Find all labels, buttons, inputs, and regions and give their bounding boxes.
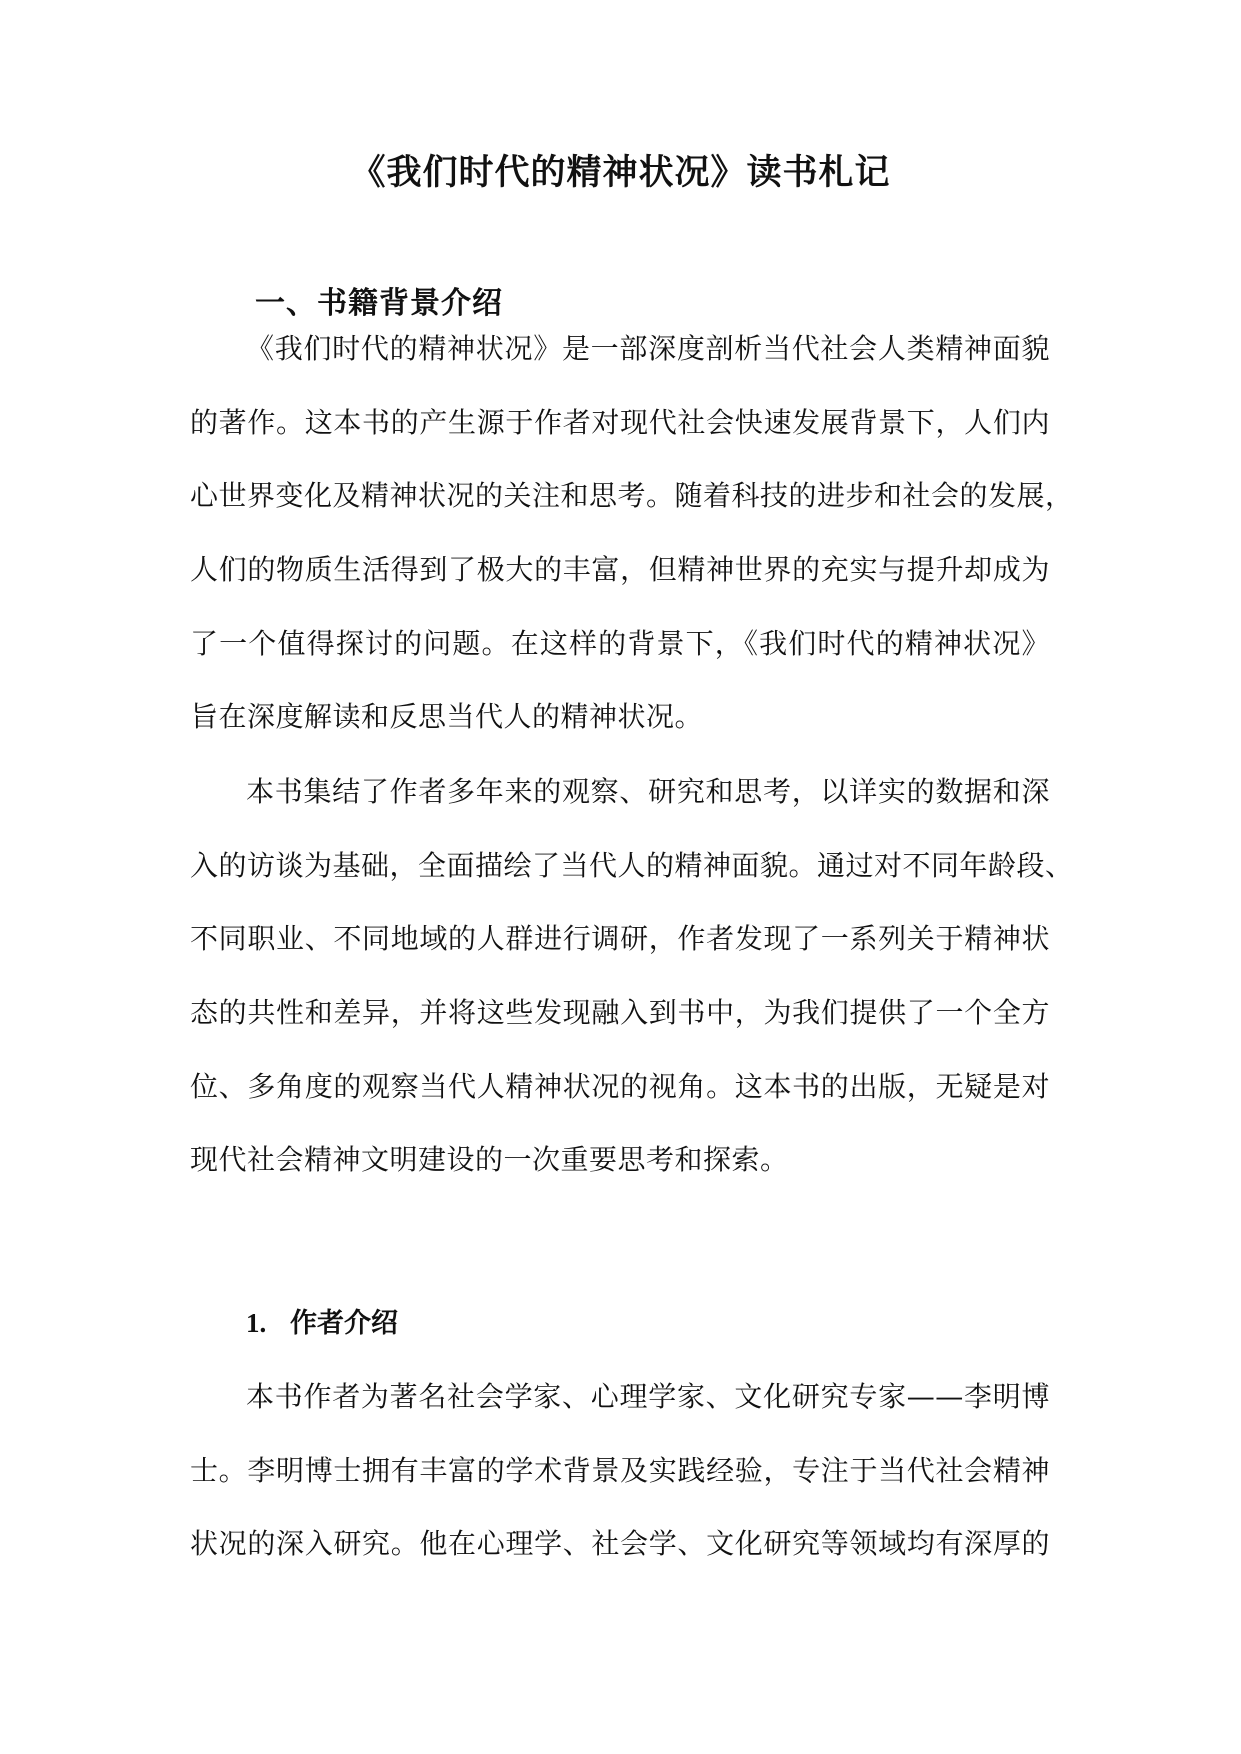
- paragraph-line: 人们的物质生活得到了极大的丰富，但精神世界的充实与提升却成为: [190, 553, 1050, 587]
- paragraph-line: 不同职业、不同地域的人群进行调研，作者发现了一系列关于精神状: [190, 922, 1050, 956]
- paragraph-line: 本书集结了作者多年来的观察、研究和思考，以详实的数据和深: [246, 775, 1050, 808]
- paragraph-line: 了一个值得探讨的问题。在这样的背景下，《我们时代的精神状况》: [190, 626, 1050, 660]
- paragraph-line: 现代社会精神文明建设的一次重要思考和探索。: [190, 1143, 789, 1177]
- subsection-title: 作者介绍: [290, 1308, 398, 1339]
- paragraph-line: 的著作。这本书的产生源于作者对现代社会快速发展背景下，人们内: [190, 405, 1050, 439]
- paragraph-line: 态的共性和差异，并将这些发现融入到书中，为我们提供了一个全方: [190, 996, 1050, 1030]
- paragraph-line: 《我们时代的精神状况》是一部深度剖析当代社会人类精神面貌: [246, 332, 1050, 365]
- document-title: 《我们时代的精神状况》读书札记: [350, 153, 891, 193]
- paragraph-line: 位、多角度的观察当代人精神状况的视角。这本书的出版，无疑是对: [190, 1069, 1050, 1103]
- paragraph-author: [190, 1360, 1050, 1581]
- paragraph-line: 状况的深入研究。他在心理学、社会学、文化研究等领域均有深厚的: [190, 1527, 1050, 1561]
- paragraph-background-2: [190, 755, 1074, 1197]
- paragraph-line: 入的访谈为基础，全面描绘了当代人的精神面貌。通过对不同年龄段、: [190, 848, 1074, 882]
- subsection-heading: [246, 1303, 398, 1344]
- paragraph-line: 心世界变化及精神状况的关注和思考。随着科技的进步和社会的发展，: [190, 479, 1074, 513]
- paragraph-background-1: [190, 312, 1074, 754]
- paragraph-line: 旨在深度解读和反思当代人的精神状况。: [190, 700, 704, 734]
- paragraph-line: 士。李明博士拥有丰富的学术背景及实践经验，专注于当代社会精神: [190, 1453, 1050, 1487]
- subsection-number: 1.: [246, 1308, 267, 1338]
- section-heading: 一、书籍背景介绍: [255, 286, 503, 321]
- paragraph-line: 本书作者为著名社会学家、心理学家、文化研究专家——李明博: [246, 1380, 1050, 1413]
